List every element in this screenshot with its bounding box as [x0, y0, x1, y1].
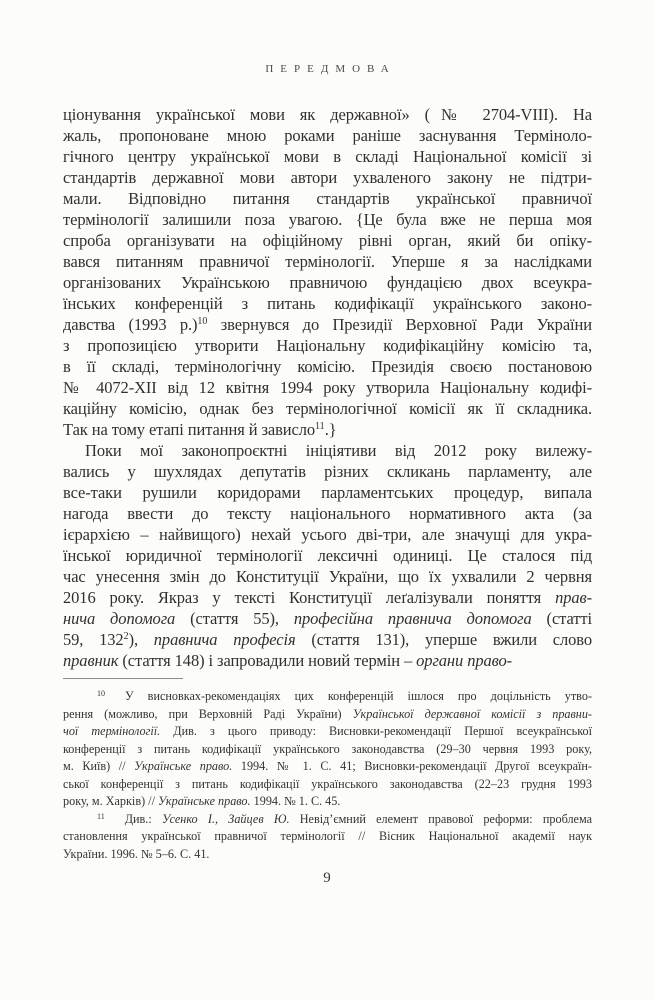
text-segment: термінології залишили поза увагою. {Це була вже не перша моя	[63, 210, 592, 229]
text-segment: Українське право.	[134, 759, 233, 773]
text-segment: Поки мої законопроєктні ініціятиви від 2012 року вилежу-	[85, 441, 592, 460]
text-line	[63, 723, 592, 741]
text-segment: 2016 року. Якраз у тексті Конституції леґалізували поняття	[63, 588, 556, 607]
text-segment: (стаття 148) і запровадили новий термін –	[118, 651, 417, 670]
text-segment: м. Київ) //	[63, 759, 135, 773]
text-segment: Українське право.	[158, 794, 251, 808]
footnote-reference: 10	[197, 316, 208, 327]
text-segment: в її складі, термінологічну комісію. Президія своєю постановою	[63, 357, 592, 376]
text-segment: правнича професія	[153, 630, 296, 649]
text-line	[63, 758, 592, 776]
text-line	[63, 503, 592, 524]
text-segment: з пропозицією утворити Національну кодифікаційну комісію та,	[63, 336, 592, 355]
text-segment: рення (можливо, при Верховній Раді України)	[63, 706, 353, 721]
footnote-number: 10	[97, 689, 105, 698]
footnote-separator	[63, 678, 183, 679]
paragraph	[63, 104, 592, 440]
text-line	[63, 104, 592, 125]
text-segment: У висновках-рекомендаціях цих конференцій ішлося про доцільність утво-	[125, 689, 592, 703]
running-head: ПЕРЕДМОВА	[265, 63, 396, 75]
text-segment: Усенко І., Зайцев Ю.	[161, 811, 290, 826]
text-line	[63, 629, 592, 650]
text-segment: .}	[324, 420, 337, 439]
text-segment: мали. Відповідно питання стандартів української правничої	[63, 189, 592, 208]
text-segment: 1994. № 1. С. 45.	[250, 794, 341, 808]
text-line	[63, 272, 592, 293]
text-segment: жаль, пропоноване мною роками раніше заснування Терміноло-	[63, 126, 592, 145]
text-segment: професійна правнича допомога	[293, 609, 532, 628]
text-segment: їнських конференцій з питань кодифікації українського законо-	[63, 294, 592, 313]
text-segment: спроба організувати на офіційному рівні орган, який би опіку-	[63, 231, 592, 250]
text-line	[63, 688, 592, 706]
text-segment: 59, 132	[63, 630, 124, 649]
text-segment: нагода ввести до тексту національного нормативного акта (за	[63, 504, 592, 523]
text-segment: час унесення змін до Конституції України, що їх ухвалили 2 червня	[63, 567, 592, 586]
text-line	[63, 846, 592, 864]
text-line	[63, 209, 592, 230]
text-line	[63, 251, 592, 272]
footnotes	[63, 688, 592, 863]
text-segment: Див.:	[124, 811, 162, 826]
text-line	[63, 293, 592, 314]
text-segment: (стаття 131), уперше вжили слово	[295, 630, 592, 649]
text-line	[63, 146, 592, 167]
text-line	[63, 608, 592, 629]
footnote-reference: 2	[123, 631, 129, 642]
text-line	[63, 314, 592, 335]
text-line	[63, 125, 592, 146]
paragraph	[63, 440, 592, 671]
text-segment: правник	[63, 651, 119, 670]
text-segment: 1994. № 1. С. 41; Висновки-рекомендації Другої всеукраїн-	[232, 759, 592, 773]
text-segment: конференції з питань кодифікації українського законодавства (29–30 червня 1993 року,	[63, 741, 592, 756]
text-line	[63, 230, 592, 251]
text-line	[63, 398, 592, 419]
text-line	[63, 188, 592, 209]
text-line	[63, 793, 592, 811]
text-line	[63, 706, 592, 724]
text-segment: Невід’ємний елемент правової реформи: проблема	[289, 811, 592, 826]
text-segment: № 4072-XII від 12 квітня 1994 року утворила Національну кодифі-	[63, 378, 592, 397]
text-segment: року, м. Харків) //	[63, 794, 158, 808]
text-line	[63, 419, 592, 440]
text-segment: вався питанням правничої термінології. Уперше я за наслідками	[63, 252, 592, 271]
text-line	[63, 566, 592, 587]
text-segment: стандартів державної мови автори ухваленого закону не підтри-	[63, 168, 592, 187]
page-number: 9	[323, 870, 331, 886]
text-segment: (стаття 55),	[175, 609, 294, 628]
text-segment: ської конференції з питань кодифікації українського законодавства (22–23 грудня 1993	[63, 776, 592, 791]
text-line	[63, 545, 592, 566]
text-line	[63, 461, 592, 482]
text-line	[63, 356, 592, 377]
footnote	[63, 811, 592, 864]
text-segment: Так на тому етапі питання й зависло	[63, 420, 316, 439]
text-segment: нича допомога	[63, 609, 176, 628]
footnote-number: 11	[97, 811, 105, 821]
text-line	[63, 828, 592, 846]
text-line	[63, 587, 592, 608]
text-segment: прав-	[555, 588, 592, 607]
text-line	[63, 650, 592, 671]
text-segment: вались у шухлядах депутатів різних скликань парламенту, але	[63, 462, 592, 481]
text-segment: звернувся до Президії Верховної Ради України	[207, 315, 592, 334]
text-segment: гічного центру української мови в складі Національної комісії зі	[63, 147, 592, 166]
text-segment: каційну комісію, однак без термінологічної комісії як її складника.	[63, 399, 592, 418]
text-segment: Див. з цього приводу: Висновки-рекомендації Першої всеукраїнської	[160, 724, 592, 738]
text-segment: давства (1993 р.)	[63, 315, 198, 334]
footnote	[63, 688, 592, 811]
text-segment: все-таки рушили коридорами парламентських процедур, випала	[63, 483, 592, 502]
text-line	[63, 482, 592, 503]
text-segment: становлення української правничої термінології // Вісник Національної академії наук	[63, 829, 592, 843]
text-segment: органи право-	[416, 651, 513, 670]
body-text	[63, 104, 592, 671]
text-segment: ),	[128, 630, 154, 649]
text-line	[63, 741, 592, 759]
text-segment: Української державної комісії з правни-	[352, 706, 592, 721]
text-line	[63, 377, 592, 398]
text-line	[63, 776, 592, 794]
text-segment: їнської юридичної термінології лексичні одиниці. Це сталося під	[63, 546, 592, 565]
text-line	[63, 167, 592, 188]
text-line	[63, 524, 592, 545]
text-line	[63, 335, 592, 356]
text-segment: чої термінології.	[63, 724, 161, 738]
text-segment: України. 1996. № 5–6. С. 41.	[63, 846, 210, 861]
text-segment: ієрархією – найвищого) нехай усього дві-три, але значущі для укра-	[63, 525, 592, 544]
text-line	[63, 440, 592, 461]
footnote-reference: 11	[315, 421, 325, 432]
text-segment: (статті	[531, 609, 592, 628]
text-segment: організованих Українською правничою фундацією двох всеукра-	[63, 273, 592, 292]
text-line	[63, 811, 592, 829]
text-segment: ціонування української мови як державної» (№ 2704-VIII). На	[63, 105, 592, 124]
